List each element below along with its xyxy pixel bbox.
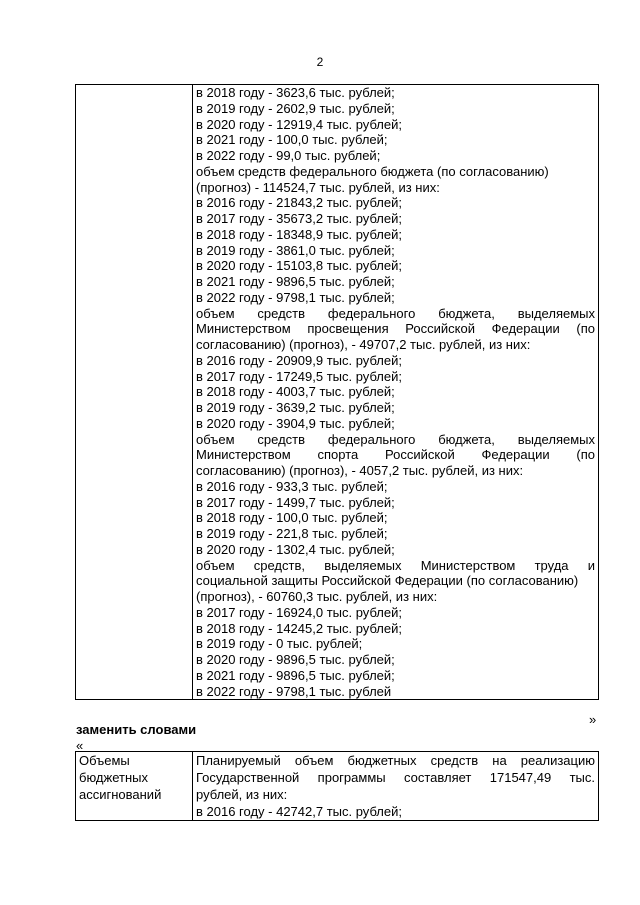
budget-line: в 2022 году - 9798,1 тыс. рублей; — [196, 289, 395, 305]
budget-line: в 2016 году - 21843,2 тыс. рублей; — [196, 195, 402, 211]
budget-line: социальной защиты Российской Федерации (по согласованию) — [196, 573, 579, 589]
budget-label-line: ассигнований — [79, 787, 162, 802]
budget-line: в 2018 году - 4003,7 тыс. рублей; — [196, 384, 395, 400]
budget-line: Государственной программы составляет 171547,49 тыс. — [196, 770, 595, 785]
budget-label-line: Объемы — [79, 753, 130, 768]
budget-line: в 2022 году - 9798,1 тыс. рублей — [196, 683, 392, 699]
budget-line: в 2022 году - 99,0 тыс. рублей; — [196, 148, 381, 163]
budget-label-line: бюджетных — [79, 770, 148, 785]
budget-line: в 2020 году - 3904,9 тыс. рублей; — [196, 415, 395, 431]
budget-line: в 2021 году - 9896,5 тыс. рублей; — [196, 667, 395, 683]
budget-line: в 2017 году - 1499,7 тыс. рублей; — [196, 494, 395, 510]
budget-line: согласованию) (прогноз), - 4057,2 тыс. рублей, из них: — [196, 463, 524, 478]
budget-table-original — [75, 84, 599, 700]
budget-line: в 2019 году - 0 тыс. рублей; — [196, 636, 363, 652]
budget-line: Министерством спорта Российской Федерации (по — [196, 447, 595, 463]
budget-line: Министерством просвещения Российской Федерации (по — [196, 321, 595, 337]
budget-line: в 2020 году - 12919,4 тыс. рублей; — [196, 116, 402, 132]
budget-line: объем средств федерального бюджета, выделяемых — [196, 305, 595, 321]
budget-line: в 2017 году - 16924,0 тыс. рублей; — [196, 604, 402, 620]
label-cell-empty — [76, 85, 193, 700]
budget-line: в 2020 году - 9896,5 тыс. рублей; — [196, 652, 395, 667]
budget-line: объем средств федерального бюджета, выделяемых — [196, 431, 595, 447]
budget-line: в 2018 году - 3623,6 тыс. рублей; — [196, 85, 395, 100]
budget-table-new — [75, 751, 599, 821]
page-number: 2 — [316, 55, 324, 69]
budget-line: в 2017 году - 17249,5 тыс. рублей; — [196, 368, 402, 384]
budget-line: объем средств федерального бюджета (по согласованию) — [196, 163, 549, 179]
closing-quote: » — [589, 712, 597, 727]
new-budget-lines-cell — [193, 752, 599, 821]
budget-line: в 2020 году - 15103,8 тыс. рублей; — [196, 258, 402, 274]
budget-line: в 2019 году - 221,8 тыс. рублей; — [196, 526, 388, 541]
budget-line: Планируемый объем бюджетных средств на реализацию — [196, 753, 595, 768]
budget-line: согласованию) (прогноз), - 49707,2 тыс. рублей, из них: — [196, 337, 531, 352]
budget-line: в 2021 году - 100,0 тыс. рублей; — [196, 132, 388, 148]
replace-instruction: заменить словами — [76, 722, 197, 737]
budget-line: в 2018 году - 14245,2 тыс. рублей; — [196, 620, 402, 636]
budget-label-cell — [76, 752, 193, 821]
budget-line: (прогноз) - 114524,7 тыс. рублей, из них: — [196, 179, 440, 195]
budget-line: в 2021 году - 9896,5 тыс. рублей; — [196, 274, 395, 289]
budget-line: в 2018 году - 18348,9 тыс. рублей; — [196, 226, 402, 242]
budget-line: в 2018 году - 100,0 тыс. рублей; — [196, 510, 388, 526]
budget-line: (прогноз), - 60760,3 тыс. рублей, из них: — [196, 589, 438, 604]
budget-line: в 2016 году - 42742,7 тыс. рублей; — [196, 804, 402, 819]
budget-line: в 2019 году - 3861,0 тыс. рублей; — [196, 242, 395, 258]
opening-quote: « — [76, 738, 84, 753]
budget-line: рублей, из них: — [196, 787, 288, 802]
budget-line: в 2017 году - 35673,2 тыс. рублей; — [196, 211, 402, 226]
budget-line: объем средств, выделяемых Министерством труда и — [196, 557, 595, 573]
budget-line: в 2019 году - 3639,2 тыс. рублей; — [196, 400, 395, 415]
budget-line: в 2019 году - 2602,9 тыс. рублей; — [196, 100, 395, 116]
budget-line: в 2016 году - 20909,9 тыс. рублей; — [196, 352, 402, 368]
budget-line: в 2016 году - 933,3 тыс. рублей; — [196, 478, 388, 494]
budget-line: в 2020 году - 1302,4 тыс. рублей; — [196, 541, 395, 557]
budget-lines-cell — [193, 85, 599, 700]
